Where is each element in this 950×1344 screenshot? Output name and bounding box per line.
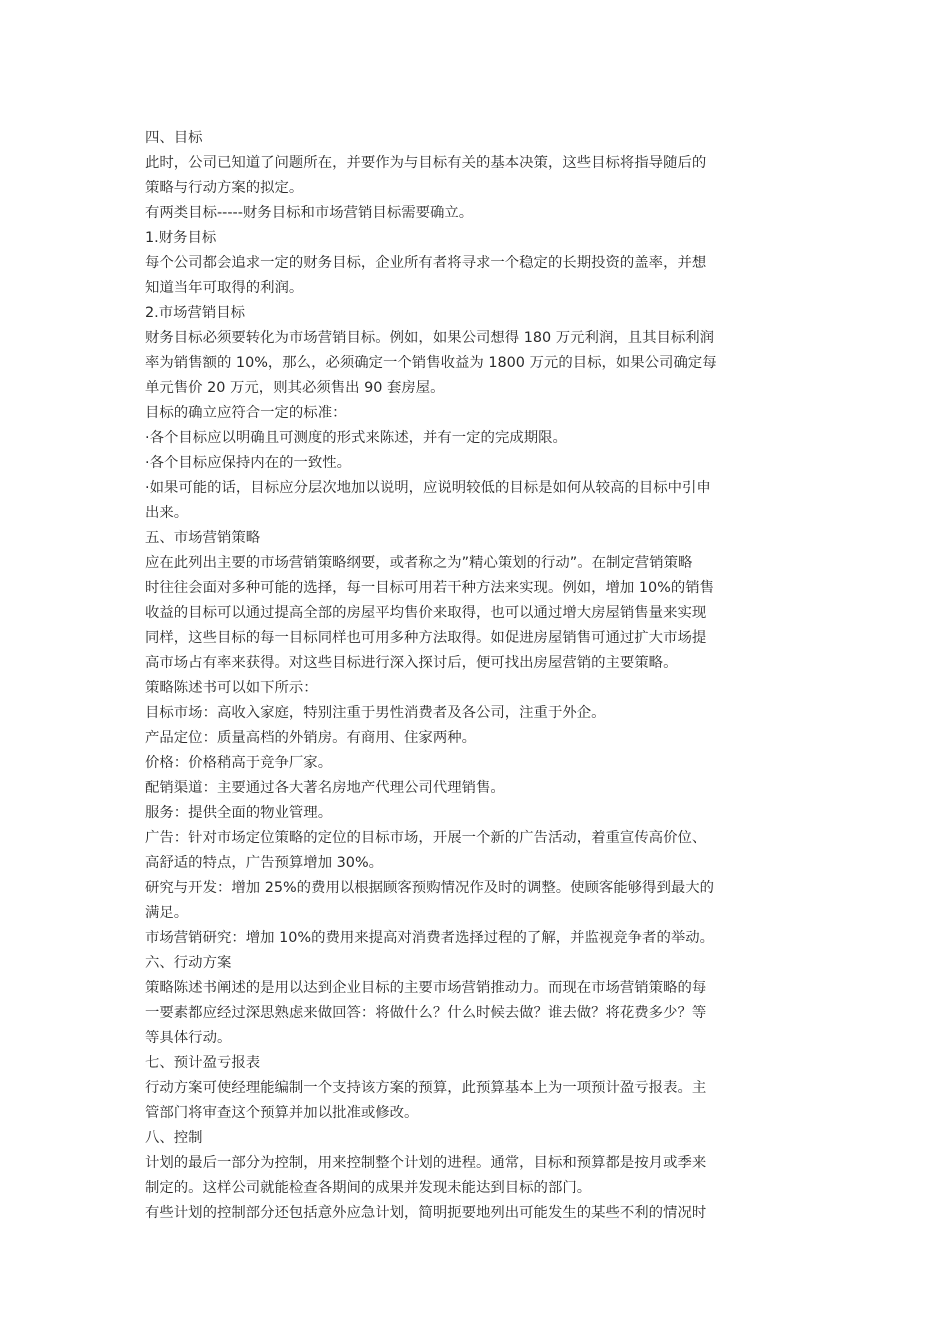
text-line: 配销渠道：主要通过各大著名房地产代理公司代理销售。 [145,780,505,796]
text-line: 财务目标必须要转化为市场营销目标。例如，如果公司想得 180 万元利润，且其目标利润 [145,330,715,346]
text-line: 2.市场营销目标 [145,305,246,321]
text-line: 应在此列出主要的市场营销策略纲要，或者称之为”精心策划的行动”。在制定营销策略 [145,555,693,571]
text-line: 有些计划的控制部分还包括意外应急计划，简明扼要地列出可能发生的某些不利的情况时 [145,1205,707,1221]
text-line: 七、预计盈亏报表 [145,1055,261,1071]
text-line: 广告：针对市场定位策略的定位的目标市场，开展一个新的广告活动，着重宣传高价位、 [145,830,707,846]
text-line: 目标的确立应符合一定的标准： [145,405,347,421]
text-line: 高舒适的特点，广告预算增加 30%。 [145,855,384,871]
text-line: 八、控制 [145,1130,203,1146]
text-line: 策略陈述书可以如下所示： [145,680,318,696]
text-line: 高市场占有率来获得。对这些目标进行深入探讨后，便可找出房屋营销的主要策略。 [145,655,678,671]
text-line: 率为销售额的 10%，那么，必须确定一个销售收益为 1800 万元的目标，如果公司确定每 [145,355,717,371]
text-line: 行动方案可使经理能编制一个支持该方案的预算，此预算基本上为一项预计盈亏报表。主 [145,1080,707,1096]
text-line: 知道当年可取得的利润。 [145,280,304,296]
text-line: 等具体行动。 [145,1030,232,1046]
text-line: 策略陈述书阐述的是用以达到企业目标的主要市场营销推动力。而现在市场营销策略的每 [145,980,707,996]
document-body [145,126,810,1226]
text-line: 六、行动方案 [145,955,232,971]
text-line: ·各个目标应保持内在的一致性。 [145,455,352,471]
text-line: 此时，公司已知道了问题所在，并要作为与目标有关的基本决策，这些目标将指导随后的 [145,155,707,171]
text-line: 单元售价 20 万元，则其必须售出 90 套房屋。 [145,380,445,396]
text-line: 目标市场：高收入家庭，特别注重于男性消费者及各公司，注重于外企。 [145,705,606,721]
text-line: 有两类目标-----财务目标和市场营销目标需要确立。 [145,205,474,221]
text-line: 管部门将审查这个预算并加以批准或修改。 [145,1105,419,1121]
text-line: 时往往会面对多种可能的选择，每一目标可用若干种方法来实现。例如，增加 10%的销售 [145,580,715,596]
text-line: ·如果可能的话，目标应分层次地加以说明，应说明较低的目标是如何从较高的目标中引申 [145,480,711,496]
text-line: 同样，这些目标的每一目标同样也可用多种方法取得。如促进房屋销售可通过扩大市场提 [145,630,707,646]
text-line: 价格：价格稍高于竞争厂家。 [145,755,333,771]
text-line: 出来。 [145,505,189,521]
text-line: 四、目标 [145,130,203,146]
text-line: 1.财务目标 [145,230,217,246]
text-line: ·各个目标应以明确且可测度的形式来陈述，并有一定的完成期限。 [145,430,567,446]
text-line: 收益的目标可以通过提高全部的房屋平均售价来取得，也可以通过增大房屋销售量来实现 [145,605,707,621]
text-line: 一要素都应经过深思熟虑来做回答：将做什么？什么时候去做？谁去做？将花费多少？等 [145,1005,707,1021]
text-line: 满足。 [145,905,189,921]
text-line: 产品定位：质量高档的外销房。有商用、住家两种。 [145,730,476,746]
text-line: 研究与开发：增加 25%的费用以根据顾客预购情况作及时的调整。使顾客能够得到最大的 [145,880,715,896]
text-line: 每个公司都会追求一定的财务目标，企业所有者将寻求一个稳定的长期投资的盖率，并想 [145,255,707,271]
text-line: 策略与行动方案的拟定。 [145,180,304,196]
text-line: 五、市场营销策略 [145,530,261,546]
text-line: 制定的。这样公司就能检查各期间的成果并发现未能达到目标的部门。 [145,1180,592,1196]
text-line: 计划的最后一部分为控制，用来控制整个计划的进程。通常，目标和预算都是按月或季来 [145,1155,707,1171]
text-line: 市场营销研究：增加 10%的费用来提高对消费者选择过程的了解，并监视竞争者的举动。 [145,930,715,946]
text-line: 服务：提供全面的物业管理。 [145,805,333,821]
